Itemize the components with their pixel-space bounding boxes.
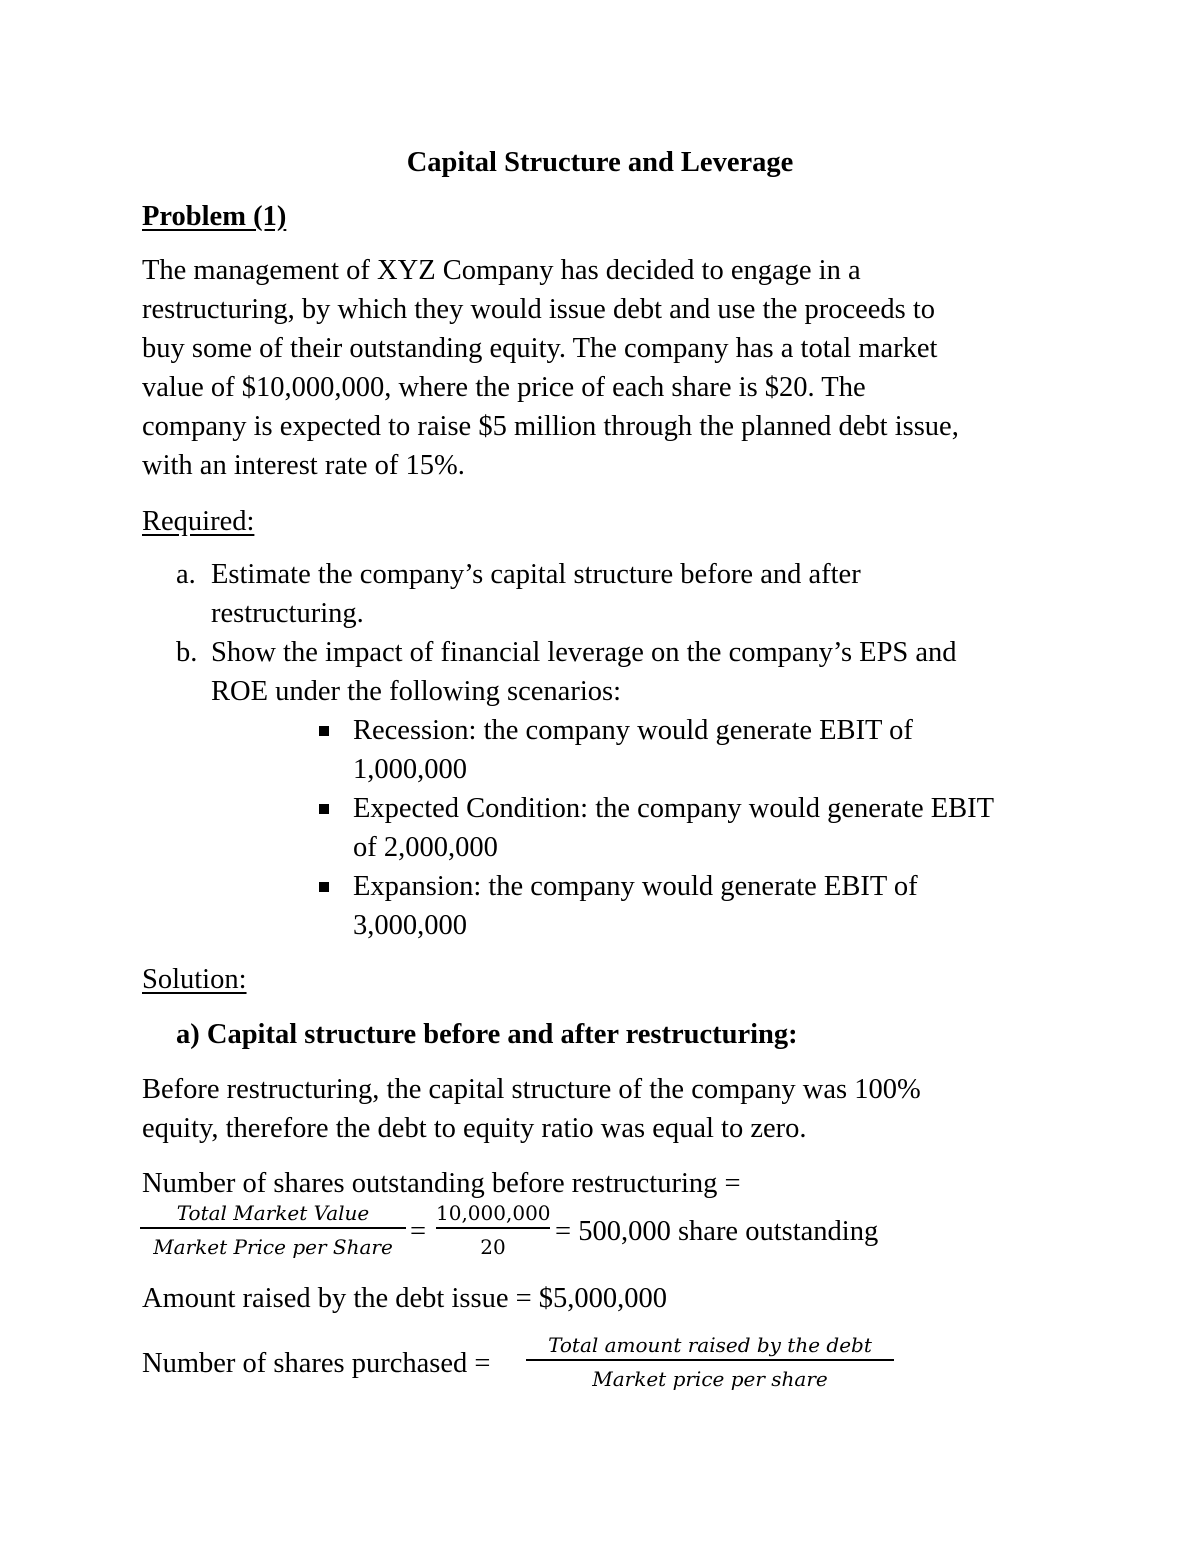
fraction-numerator: Total Market Value	[176, 1201, 370, 1225]
scenario-line: Expected Condition: the company would generate EBIT	[353, 793, 995, 824]
fraction-numerator: 10,000,000	[436, 1201, 551, 1225]
square-bullet-icon	[319, 882, 329, 892]
scenario-line: Expansion: the company would generate EBIT of	[353, 871, 918, 902]
requirement-line: Estimate the company’s capital structure before and after	[211, 559, 861, 590]
numeric-fraction	[436, 1201, 550, 1259]
shares-outstanding-label: Number of shares outstanding before restructuring =	[142, 1168, 741, 1199]
fraction-denominator: 20	[480, 1235, 506, 1259]
fraction-bar	[526, 1359, 894, 1361]
fraction-numerator: Total amount raised by the debt	[548, 1333, 872, 1357]
equals-sign: =	[410, 1216, 427, 1247]
scenario-line: 1,000,000	[353, 754, 467, 785]
fraction-bar	[436, 1227, 550, 1229]
square-bullet-icon	[319, 804, 329, 814]
square-bullet-icon	[319, 726, 329, 736]
problem-heading: Problem (1)	[142, 201, 287, 232]
requirement-line: ROE under the following scenarios:	[211, 676, 621, 707]
requirement-line: restructuring.	[211, 598, 364, 629]
required-label: Required:	[142, 506, 255, 537]
amount-raised-line: Amount raised by the debt issue = $5,000,000	[142, 1283, 668, 1314]
intro-line: value of $10,000,000, where the price of each share is $20. The	[142, 372, 866, 403]
page-title: Capital Structure and Leverage	[406, 147, 794, 178]
fraction-denominator: Market Price per Share	[153, 1235, 393, 1259]
fraction-bar	[140, 1227, 406, 1229]
intro-line: buy some of their outstanding equity. The company has a total market	[142, 333, 938, 364]
list-marker: b.	[176, 637, 198, 668]
scenario-line: of 2,000,000	[353, 832, 498, 863]
scenario-line: Recession: the company would generate EBIT of	[353, 715, 913, 746]
intro-line: The management of XYZ Company has decided to engage in a	[142, 255, 861, 286]
requirement-line: Show the impact of financial leverage on the company’s EPS and	[211, 637, 957, 668]
formula-result: = 500,000 share outstanding	[555, 1216, 879, 1247]
market-value-fraction	[140, 1201, 406, 1259]
shares-purchased-fraction	[526, 1333, 894, 1391]
fraction-denominator: Market price per share	[592, 1367, 828, 1391]
paragraph-line: equity, therefore the debt to equity ratio was equal to zero.	[142, 1113, 807, 1144]
shares-purchased-label: Number of shares purchased =	[142, 1348, 491, 1379]
intro-line: restructuring, by which they would issue debt and use the proceeds to	[142, 294, 936, 325]
paragraph-line: Before restructuring, the capital structure of the company was 100%	[142, 1074, 921, 1105]
solution-label: Solution:	[142, 964, 247, 995]
scenario-line: 3,000,000	[353, 910, 467, 941]
intro-line: with an interest rate of 15%.	[142, 450, 465, 481]
intro-line: company is expected to raise $5 million through the planned debt issue,	[142, 411, 959, 442]
list-marker: a.	[176, 559, 196, 590]
section-a-heading: a) Capital structure before and after restructuring:	[176, 1019, 798, 1050]
